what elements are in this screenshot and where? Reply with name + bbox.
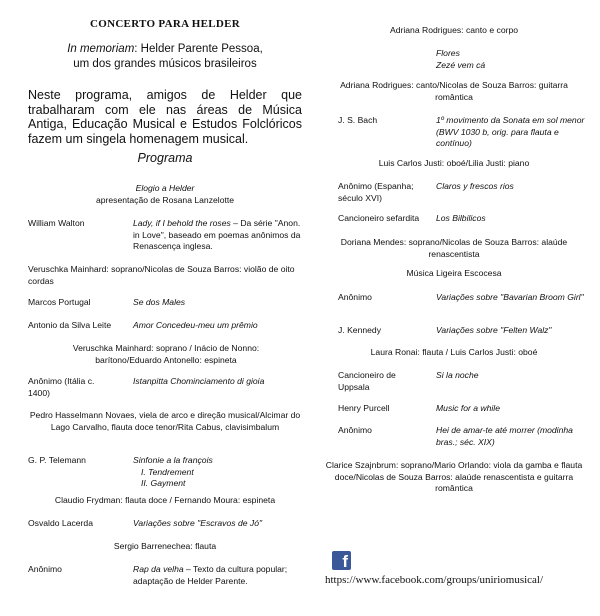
work: 1º movimento da Sonata em sol menor (BWV 1030 b, orig. para flauta e contínuo) xyxy=(436,115,585,148)
composer: G. P. Telemann xyxy=(28,455,86,465)
work: Amor Concedeu-meu um prêmio xyxy=(133,320,258,330)
performers-8: Luis Carlos Justi: oboé/Lilia Justi: piano xyxy=(378,158,530,168)
work-title: Rap da velha xyxy=(133,564,184,574)
composer: Anônimo (Espanha; século XVI) xyxy=(338,181,414,203)
composer: Anônimo xyxy=(338,292,372,302)
in-memoriam-name: : Helder Parente Pessoa, xyxy=(134,43,263,55)
performers-1: Veruschka Mainhard: soprano/Nicolas de Souza Barros: violão de oito cordas xyxy=(28,264,295,286)
work: Istanpitta Chominciamento di gioia xyxy=(133,376,265,386)
work: Si la noche xyxy=(436,370,479,380)
composer: Marcos Portugal xyxy=(28,297,91,307)
performers-4: Claudio Frydman: flauta doce / Fernando Moura: espineta xyxy=(54,495,276,505)
composer: Anônimo xyxy=(338,425,372,435)
composer: J. Kennedy xyxy=(338,325,381,335)
elogio-block xyxy=(28,183,302,206)
performers-2: Veruschka Mainhard: soprano / Inácio de Nonno: barítono/Eduardo Antonello: espineta xyxy=(72,343,260,365)
composer: Anônimo (Itália c. 1400) xyxy=(28,376,95,398)
composer: Henry Purcell xyxy=(338,403,390,413)
concert-title: CONCERTO PARA HELDER xyxy=(89,18,241,30)
work-movement-1: I. Tendrement xyxy=(141,466,194,477)
elogio-subtitle: apresentação de Rosana Lanzelotte xyxy=(95,194,235,205)
composer: J. S. Bach xyxy=(338,115,378,125)
work: Los Bilbilicos xyxy=(436,213,486,223)
work-title: Sinfonie a la françois xyxy=(133,455,213,465)
work-title: Lady, if I behold the roses xyxy=(133,218,231,228)
in-memoriam xyxy=(28,42,302,72)
work xyxy=(133,455,301,490)
work-description: – Texto da cultura popular; adaptação de Helder Parente. xyxy=(133,564,288,586)
facebook-link[interactable]: https://www.facebook.com/groups/uniriomusical/ xyxy=(325,574,544,586)
work: Variações sobre "Escravos de Jó" xyxy=(133,518,263,528)
section-escocesa: Música Ligeira Escocesa xyxy=(406,268,502,278)
intro-paragraph: Neste programa, amigos de Helder que trabalharam com ele nas áreas de Música Antiga, Educação Musical e Estudos Folclóricos fazem um singela homenagem musical. xyxy=(28,88,302,146)
composer: Cancioneiro sefardita xyxy=(338,213,420,223)
work-movement-2: II. Gayment xyxy=(141,478,186,488)
in-memoriam-line2: um dos grandes músicos brasileiros xyxy=(73,58,257,70)
performers-7: Adriana Rodrigues: canto/Nicolas de Souza Barros: guitarra romântica xyxy=(340,80,568,102)
performers-11: Clarice Szajnbrum: soprano/Mario Orlando: viola da gamba e flauta doce/Nicolas de Souza Barros: alaúde renascentista e guitarra romântica xyxy=(325,460,583,493)
composer: Osvaldo Lacerda xyxy=(28,518,93,528)
composer: William Walton xyxy=(28,218,85,228)
facebook-icon[interactable] xyxy=(332,551,351,570)
work-zeze: Zezé vem cá xyxy=(436,60,486,70)
performers-3: Pedro Hasselmann Novaes, viela de arco e direção musical/Alcimar do Lago Carvalho, flauta doce tenor/Rita Cabus, clavisimbalum xyxy=(29,410,301,432)
work-description: – Da série "Anon. in Love", baseado em poemas anônimos da Renascença inglesa. xyxy=(133,218,301,251)
elogio-title: Elogio a Helder xyxy=(135,183,195,193)
work-flores: Flores xyxy=(436,48,460,58)
composer: Cancioneiro de Uppsala xyxy=(338,370,396,392)
work: Music for a while xyxy=(436,403,500,413)
performers-9: Doriana Mendes: soprano/Nicolas de Souza Barros: alaúde renascentista xyxy=(340,237,568,259)
in-memoriam-prefix: In memoriam xyxy=(67,43,135,55)
work: Variações sobre "Bavarian Broom Girl" xyxy=(436,292,584,302)
work: Se dos Males xyxy=(133,297,186,307)
performers-10: Laura Ronai: flauta / Luis Carlos Justi: oboé xyxy=(370,347,538,357)
composer: Anônimo xyxy=(28,564,62,574)
performers-5: Sergio Barrenechea: flauta xyxy=(113,541,217,551)
facebook-icon-glyph: f xyxy=(342,552,348,571)
work: Variações sobre "Felten Walz" xyxy=(436,325,552,335)
work: Hei de amar-te até morrer (modinha bras.; séc. XIX) xyxy=(436,425,573,447)
performers-6: Adriana Rodrigues: canto e corpo xyxy=(389,25,519,35)
work: Claros y frescos rios xyxy=(436,181,514,191)
work xyxy=(133,564,301,587)
programa-heading: Programa xyxy=(137,151,193,165)
work xyxy=(133,218,301,253)
composer: Antonio da Silva Leite xyxy=(28,320,112,330)
